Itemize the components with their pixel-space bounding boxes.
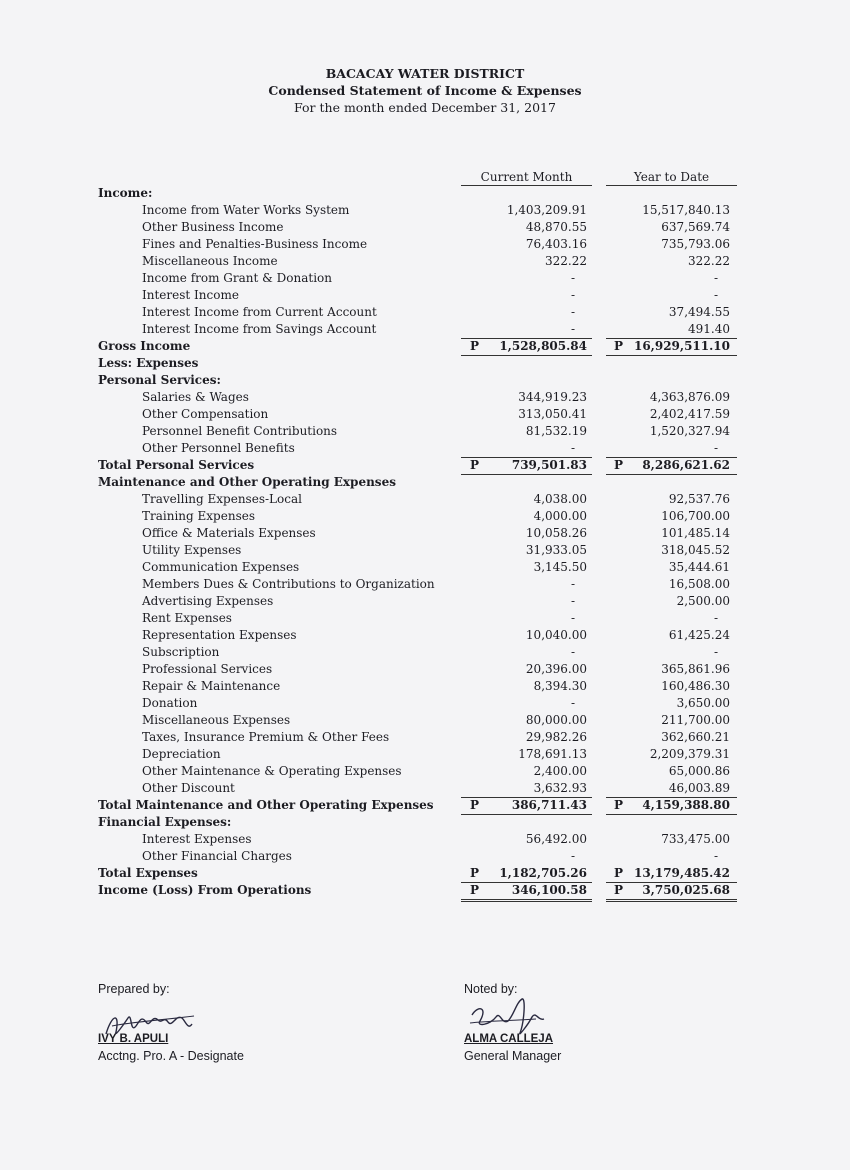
currency-symbol: P	[614, 866, 624, 880]
line-item-row	[0, 712, 850, 729]
prepared-by-name: IVY B. APULI	[98, 1033, 169, 1045]
org-name: BACACAY WATER DISTRICT	[325, 66, 525, 81]
currency-symbol: P	[614, 883, 624, 897]
current-month-amount: -	[570, 696, 576, 710]
statement-table	[0, 185, 850, 899]
year-to-date-amount: 365,861.96	[661, 662, 730, 676]
row-label: Office & Materials Expenses	[142, 526, 316, 540]
current-month-amount: 81,532.19	[525, 424, 587, 438]
year-to-date-amount: 101,485.14	[661, 526, 730, 540]
double-underline	[461, 882, 592, 902]
current-month-amount: -	[570, 577, 576, 591]
prepared-by-title: Acctng. Pro. A - Designate	[98, 1049, 244, 1063]
year-to-date-amount: 46,003.89	[668, 781, 730, 795]
column-header-current-month: Current Month	[461, 170, 592, 186]
row-label: Representation Expenses	[142, 628, 297, 642]
total-border	[461, 797, 592, 815]
row-label: Other Discount	[142, 781, 235, 795]
year-to-date-amount: 35,444.61	[668, 560, 730, 574]
year-to-date-amount: 15,517,840.13	[642, 203, 730, 217]
year-to-date-amount: -	[713, 611, 719, 625]
year-to-date-amount: 8,286,621.62	[642, 458, 730, 472]
current-month-amount: 76,403.16	[525, 237, 587, 251]
current-month-amount: -	[570, 305, 576, 319]
row-label: Other Compensation	[142, 407, 269, 421]
total-border	[606, 338, 737, 356]
line-item-row	[0, 423, 850, 440]
row-label: Income from Grant & Donation	[142, 271, 332, 285]
row-label: Total Maintenance and Other Operating Expenses	[98, 798, 434, 812]
year-to-date-amount: 2,402,417.59	[649, 407, 730, 421]
row-label: Communication Expenses	[142, 560, 300, 574]
row-label: Personal Services:	[98, 373, 221, 387]
row-label: Interest Income from Savings Account	[142, 322, 377, 336]
current-month-amount: -	[570, 594, 576, 608]
line-item-row	[0, 729, 850, 746]
noted-by-label: Noted by:	[464, 982, 518, 996]
total-border	[461, 457, 592, 475]
current-month-amount: -	[570, 271, 576, 285]
year-to-date-amount: -	[713, 288, 719, 302]
line-item-row	[0, 525, 850, 542]
year-to-date-amount: 491.40	[688, 322, 730, 336]
current-month-amount: 386,711.43	[511, 798, 587, 812]
row-label: Members Dues & Contributions to Organization	[142, 577, 435, 591]
line-item-row	[0, 253, 850, 270]
line-item-row	[0, 780, 850, 797]
year-to-date-amount: 3,650.00	[676, 696, 730, 710]
underline	[461, 780, 592, 798]
current-month-amount: 346,100.58	[511, 883, 587, 897]
row-label: Total Personal Services	[98, 458, 255, 472]
year-to-date-amount: 211,700.00	[661, 713, 730, 727]
year-to-date-amount: 362,660.21	[661, 730, 730, 744]
line-item-row	[0, 644, 850, 661]
row-label: Utility Expenses	[142, 543, 242, 557]
noted-by-name: ALMA CALLEJA	[464, 1033, 554, 1045]
current-month-amount: -	[570, 611, 576, 625]
current-month-amount: 31,933.05	[525, 543, 587, 557]
section-heading-row	[0, 474, 850, 491]
row-label: Training Expenses	[142, 509, 255, 523]
current-month-amount: 56,492.00	[525, 832, 587, 846]
row-label: Interest Income from Current Account	[142, 305, 377, 319]
current-month-amount: 3,145.50	[533, 560, 587, 574]
year-to-date-amount: 637,569.74	[661, 220, 730, 234]
current-month-amount: 4,038.00	[533, 492, 587, 506]
underline	[461, 865, 592, 883]
currency-symbol: P	[470, 798, 480, 812]
row-label: Depreciation	[142, 747, 221, 761]
row-label: Subscription	[142, 645, 220, 659]
current-month-amount: -	[570, 288, 576, 302]
row-label: Miscellaneous Expenses	[142, 713, 291, 727]
row-label: Income (Loss) From Operations	[98, 883, 312, 897]
row-label: Taxes, Insurance Premium & Other Fees	[142, 730, 390, 744]
current-month-amount: 29,982.26	[525, 730, 587, 744]
noted-by-title: General Manager	[464, 1049, 562, 1063]
current-month-amount: 4,000.00	[533, 509, 587, 523]
year-to-date-amount: -	[713, 441, 719, 455]
line-item-row	[0, 610, 850, 627]
line-item-row	[0, 304, 850, 321]
currency-symbol: P	[470, 339, 480, 353]
section-heading-row	[0, 185, 850, 202]
line-item-row	[0, 270, 850, 287]
line-item-row	[0, 627, 850, 644]
current-month-amount: 80,000.00	[525, 713, 587, 727]
currency-symbol: P	[470, 883, 480, 897]
row-label: Other Financial Charges	[142, 849, 292, 863]
year-to-date-amount: 65,000.86	[668, 764, 730, 778]
line-item-row	[0, 491, 850, 508]
row-label: Interest Income	[142, 288, 239, 302]
currency-symbol: P	[470, 866, 480, 880]
underline	[606, 865, 737, 883]
current-month-amount: -	[570, 441, 576, 455]
year-to-date-amount: 3,750,025.68	[642, 883, 730, 897]
current-month-amount: -	[570, 849, 576, 863]
row-label: Financial Expenses:	[98, 815, 232, 829]
row-label: Personnel Benefit Contributions	[142, 424, 338, 438]
section-heading-row	[0, 814, 850, 831]
year-to-date-amount: 1,520,327.94	[649, 424, 730, 438]
year-to-date-amount: -	[713, 271, 719, 285]
total-row	[0, 865, 850, 882]
section-heading-row	[0, 355, 850, 372]
row-label: Maintenance and Other Operating Expenses	[98, 475, 396, 489]
current-month-amount: 322.22	[545, 254, 587, 268]
current-month-amount: 178,691.13	[518, 747, 587, 761]
prepared-by-label: Prepared by:	[98, 982, 170, 996]
line-item-row	[0, 219, 850, 236]
row-label: Gross Income	[98, 339, 191, 353]
total-row	[0, 882, 850, 899]
row-label: Interest Expenses	[142, 832, 252, 846]
current-month-amount: 1,528,805.84	[499, 339, 587, 353]
year-to-date-amount: 13,179,485.42	[633, 866, 730, 880]
line-item-row	[0, 576, 850, 593]
total-row	[0, 338, 850, 355]
row-label: Total Expenses	[98, 866, 198, 880]
year-to-date-amount: 318,045.52	[661, 543, 730, 557]
row-label: Other Business Income	[142, 220, 284, 234]
row-label: Other Personnel Benefits	[142, 441, 295, 455]
current-month-amount: -	[570, 645, 576, 659]
line-item-row	[0, 440, 850, 457]
total-row	[0, 797, 850, 814]
row-label: Professional Services	[142, 662, 273, 676]
year-to-date-amount: 16,929,511.10	[633, 339, 730, 353]
year-to-date-amount: 61,425.24	[668, 628, 730, 642]
current-month-amount: 313,050.41	[518, 407, 587, 421]
line-item-row	[0, 763, 850, 780]
row-label: Fines and Penalties-Business Income	[142, 237, 368, 251]
current-month-amount: 3,632.93	[533, 781, 587, 795]
currency-symbol: P	[470, 458, 480, 472]
year-to-date-amount: 735,793.06	[661, 237, 730, 251]
line-item-row	[0, 848, 850, 865]
line-item-row	[0, 831, 850, 848]
total-border	[606, 797, 737, 815]
current-month-amount: 8,394.30	[533, 679, 587, 693]
currency-symbol: P	[614, 458, 624, 472]
row-label: Income:	[98, 186, 153, 200]
year-to-date-amount: 37,494.55	[668, 305, 730, 319]
line-item-row	[0, 406, 850, 423]
current-month-amount: 344,919.23	[518, 390, 587, 404]
current-month-amount: -	[570, 322, 576, 336]
current-month-amount: 48,870.55	[525, 220, 587, 234]
underline	[606, 780, 737, 798]
year-to-date-amount: -	[713, 849, 719, 863]
year-to-date-amount: 4,363,876.09	[649, 390, 730, 404]
total-border	[606, 457, 737, 475]
statement-title: Condensed Statement of Income & Expenses	[268, 83, 582, 98]
currency-symbol: P	[614, 339, 624, 353]
line-item-row	[0, 321, 850, 338]
year-to-date-amount: 733,475.00	[661, 832, 730, 846]
line-item-row	[0, 542, 850, 559]
row-label: Rent Expenses	[142, 611, 232, 625]
year-to-date-amount: 160,486.30	[661, 679, 730, 693]
column-header-year-to-date: Year to Date	[606, 170, 737, 186]
section-heading-row	[0, 372, 850, 389]
year-to-date-amount: 106,700.00	[661, 509, 730, 523]
line-item-row	[0, 746, 850, 763]
line-item-row	[0, 389, 850, 406]
current-month-amount: 1,182,705.26	[499, 866, 587, 880]
row-label: Miscellaneous Income	[142, 254, 278, 268]
statement-period: For the month ended December 31, 2017	[294, 100, 556, 115]
current-month-amount: 739,501.83	[511, 458, 587, 472]
total-row	[0, 457, 850, 474]
double-underline	[606, 882, 737, 902]
row-label: Donation	[142, 696, 198, 710]
line-item-row	[0, 559, 850, 576]
row-label: Travelling Expenses-Local	[142, 492, 302, 506]
year-to-date-amount: 16,508.00	[668, 577, 730, 591]
current-month-amount: 10,040.00	[525, 628, 587, 642]
row-label: Other Maintenance & Operating Expenses	[142, 764, 402, 778]
line-item-row	[0, 695, 850, 712]
year-to-date-amount: -	[713, 645, 719, 659]
line-item-row	[0, 202, 850, 219]
year-to-date-amount: 92,537.76	[668, 492, 730, 506]
row-label: Advertising Expenses	[142, 594, 274, 608]
row-label: Repair & Maintenance	[142, 679, 281, 693]
row-label: Salaries & Wages	[142, 390, 249, 404]
year-to-date-amount: 322.22	[688, 254, 730, 268]
line-item-row	[0, 678, 850, 695]
line-item-row	[0, 287, 850, 304]
line-item-row	[0, 593, 850, 610]
row-label: Less: Expenses	[98, 356, 199, 370]
year-to-date-amount: 2,500.00	[676, 594, 730, 608]
line-item-row	[0, 661, 850, 678]
current-month-amount: 10,058.26	[525, 526, 587, 540]
line-item-row	[0, 236, 850, 253]
current-month-amount: 1,403,209.91	[506, 203, 587, 217]
year-to-date-amount: 4,159,388.80	[642, 798, 730, 812]
year-to-date-amount: 2,209,379.31	[649, 747, 730, 761]
total-border	[461, 338, 592, 356]
currency-symbol: P	[614, 798, 624, 812]
current-month-amount: 20,396.00	[525, 662, 587, 676]
current-month-amount: 2,400.00	[533, 764, 587, 778]
row-label: Income from Water Works System	[142, 203, 350, 217]
line-item-row	[0, 508, 850, 525]
